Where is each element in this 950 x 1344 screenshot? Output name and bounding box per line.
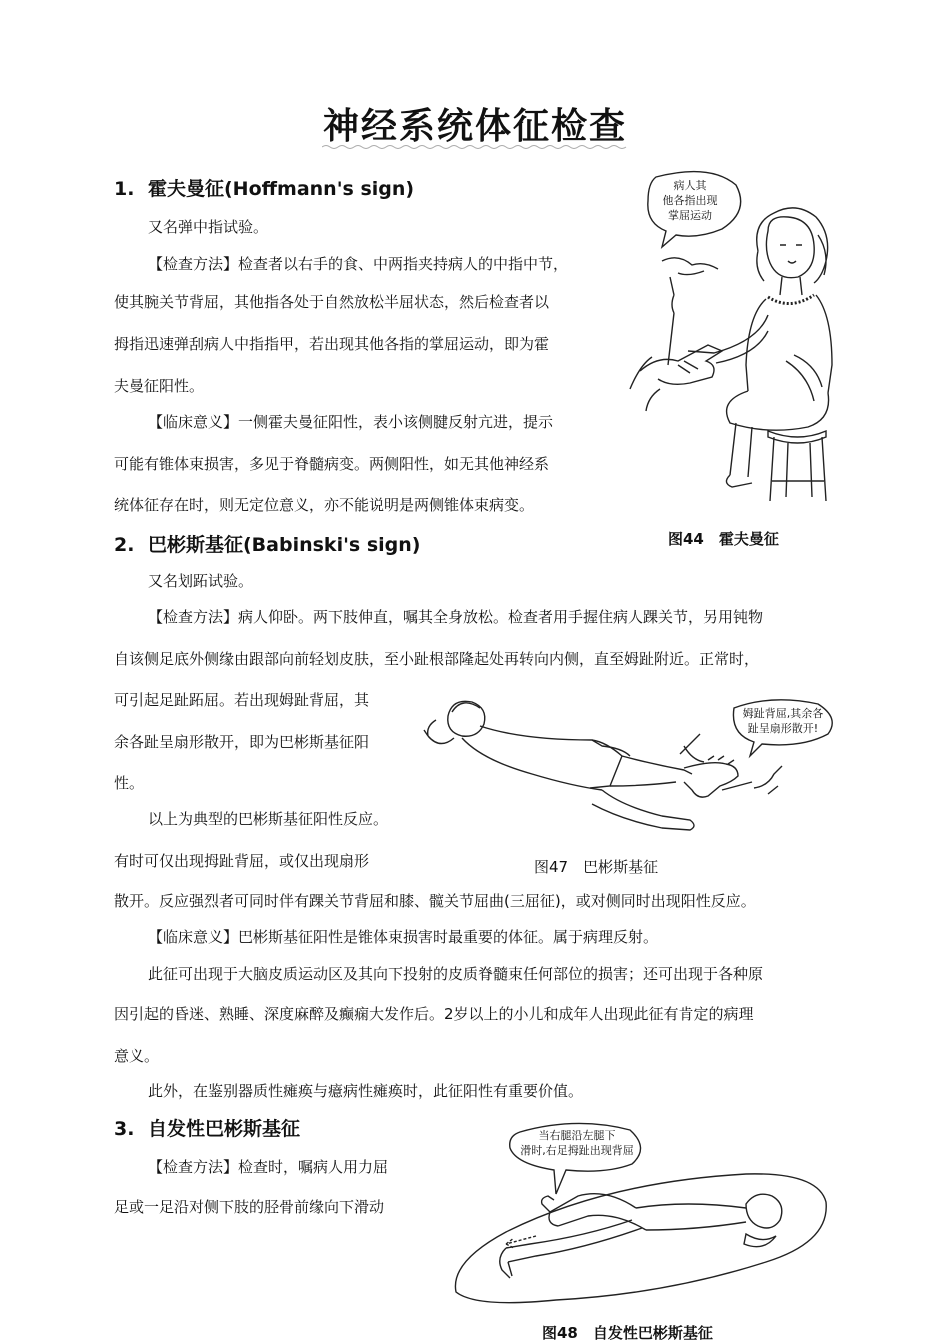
section-number: 3. [114,1118,135,1140]
paragraph-line: 使其腕关节背屈，其他指各处于自然放松半屈状态，然后检查者以 [114,293,550,311]
section-title: 自发性巴彬斯基征 [148,1118,301,1140]
figure-hoffmann-illustration [618,165,846,510]
bubble-line: 滑时,右足拇趾出现背屈 [520,1144,634,1157]
paragraph-line: 以上为典型的巴彬斯基征阳性反应。 [148,810,389,828]
section-number: 1. [114,178,135,200]
section-heading-hoffmann [114,174,414,201]
figure-47-bubble-text [734,706,832,736]
figure-48-bubble-text [514,1128,640,1158]
paragraph-line: 余各趾呈扇形散开，即为巴彬斯基征阳 [114,733,370,751]
paragraph-line: 【检查方法】检查者以右手的食、中两指夹持病人的中指中节， [148,255,569,273]
figure-48-caption: 图48 自发性巴彬斯基征 [542,1324,713,1342]
paragraph-line: 此外，在鉴别器质性瘫痪与癔病性瘫痪时，此征阳性有重要价值。 [148,1082,584,1100]
paragraph-line: 【检查方法】病人仰卧。两下肢伸直，嘱其全身放松。检查者用手握住病人踝关节，另用钝物 [148,608,764,626]
page-title: 神经系统体征检查 [322,106,627,147]
bubble-line: 当右腿沿左腿下 [538,1129,616,1142]
paragraph-line: 可能有锥体束损害，多见于脊髓病变。两侧阳性，如无其他神经系 [114,455,550,473]
paragraph-line: 【临床意义】巴彬斯基征阳性是锥体束损害时最重要的体征。属于病理反射。 [148,928,659,946]
paragraph-line: 因引起的昏迷、熟睡、深度麻醉及癫痫大发作后。2岁以上的小儿和成年人出现此征有肯定的病理 [114,1005,754,1023]
paragraph-line: 又名划跖试验。 [148,572,254,590]
title-wavy-underline [322,144,630,150]
paragraph-line: 拇指迅速弹刮病人中指指甲，若出现其他各指的掌屈运动，即为霍 [114,335,550,353]
figure-44-bubble-text [654,178,726,223]
paragraph-line: 足或一足沿对侧下肢的胫骨前缘向下滑动 [114,1198,385,1216]
paragraph-line: 有时可仅出现拇趾背屈，或仅出现扇形 [114,852,370,870]
bubble-line: 掌屈运动 [668,209,712,222]
paragraph-line: 统体征存在时，则无定位意义，亦不能说明是两侧锥体束病变。 [114,496,535,514]
bubble-line: 他各指出现 [662,194,718,207]
bubble-line: 姆趾背屈,其余各 [742,707,824,720]
paragraph-line: 性。 [114,774,145,792]
section-heading-babinski [114,530,420,557]
paragraph-line: 【临床意义】一侧霍夫曼征阳性，表小该侧腱反射亢进，提示 [148,413,554,431]
paragraph-line: 可引起足趾跖屈。若出现姆趾背屈，其 [114,691,370,709]
paragraph-line: 又名弹中指试验。 [148,218,269,236]
paragraph-line: 【检查方法】检查时，嘱病人用力屈 [148,1158,389,1176]
paragraph-line: 自该侧足底外侧缘由跟部向前轻划皮肤，至小趾根部隆起处再转向内侧，直至姆趾附近。正常时， [114,650,760,668]
paragraph-line: 意义。 [114,1047,160,1065]
figure-44-caption: 图44 霍夫曼征 [668,530,779,548]
paragraph-line: 夫曼征阳性。 [114,377,205,395]
paragraph-line: 散开。反应强烈者可同时伴有踝关节背屈和膝、髋关节屈曲(三屈征)，或对侧同时出现阳性反应。 [114,892,756,910]
figure-47-caption: 图47 巴彬斯基征 [534,858,659,876]
paragraph-line: 此征可出现于大脑皮质运动区及其向下投射的皮质脊髓束任何部位的损害；还可出现于各种原 [148,965,764,983]
section-title: 巴彬斯基征(Babinski's sign) [148,534,421,556]
bubble-line: 病人其 [673,179,707,192]
section-title: 霍夫曼征(Hoffmann's sign) [148,178,415,200]
bubble-line: 趾呈扇形散开! [747,722,819,735]
section-number: 2. [114,534,135,556]
section-heading-spontaneous-babinski [114,1114,300,1141]
